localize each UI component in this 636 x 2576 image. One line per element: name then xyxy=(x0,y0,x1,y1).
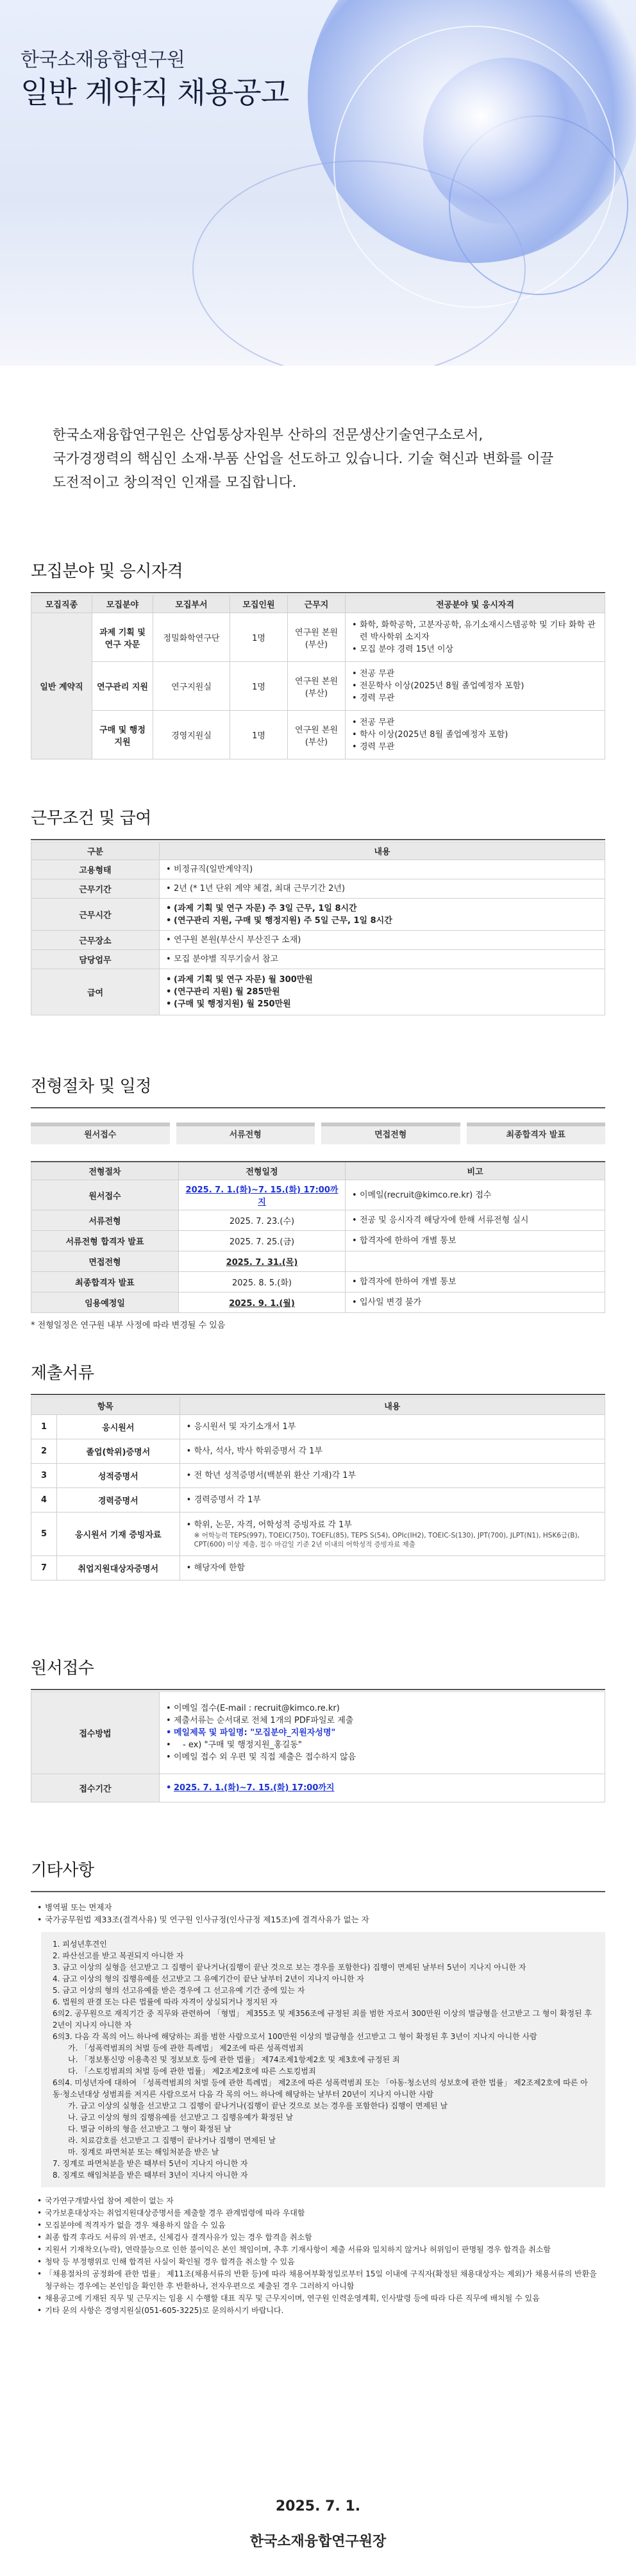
place-cell: 연구원 본원 (부산) xyxy=(288,613,346,662)
column-header: 모집인원 xyxy=(230,595,288,613)
table-row xyxy=(31,1231,605,1251)
section-divider xyxy=(31,1891,605,1892)
content-item: • (구매 및 행정지원) 월 250만원 xyxy=(163,998,601,1010)
column-header: 전형절차 xyxy=(31,1162,179,1180)
row-label: 접수방법 xyxy=(31,1692,160,1774)
doc-name: 응시원서 기재 증빙자료 xyxy=(57,1513,180,1556)
doc-number: 5 xyxy=(31,1513,57,1556)
step-bar xyxy=(321,1123,460,1126)
period-value: • 2025. 7. 1.(화)~7. 15.(화) 17:00까지 xyxy=(163,1782,601,1794)
section-title: 원서접수 xyxy=(31,1659,94,1678)
table-row xyxy=(31,1415,605,1439)
row-content xyxy=(160,860,605,879)
job-type-cell: 일반 계약직 xyxy=(31,613,92,759)
box-line: 6의4. 미성년자에 대하여 「성폭력범죄의 처벌 등에 관한 특례법」 제2조에 따른 성폭력범죄 또는 「아동·청소년의 성보호에 관한 법률」 제2조제2호에 따른 아동·청소년대상 성범죄를 저지른 사람으로서 다음 각 목의 어느 하나에 해당하는 날부터 20년이 지나지 아니한 사람 xyxy=(53,2078,588,2099)
etc-item: • 국가보훈대상자는 취업지원대상증명서를 제출할 경우 관계법령에 따라 우대함 xyxy=(35,2207,605,2219)
step-label: 최종합격자 발표 xyxy=(506,1130,565,1140)
doc-number: 7 xyxy=(31,1556,57,1580)
note-item: • 합격자에 한하여 개별 통보 xyxy=(349,1235,601,1247)
box-line: 1. 피성년후견인 xyxy=(53,1940,107,1949)
count-cell: 1명 xyxy=(230,613,288,662)
intro-line: 도전적이고 창의적인 인재를 모집합니다. xyxy=(53,475,297,491)
box-line: 6. 법원의 판결 또는 다른 법률에 따라 자격이 상실되거나 정지된 자 xyxy=(53,1997,278,2006)
doc-name: 경력증명서 xyxy=(57,1488,180,1513)
qual-cell xyxy=(346,711,605,759)
row-label: 고용형태 xyxy=(31,860,160,879)
qual-item: • 전공 무관 xyxy=(349,716,601,729)
step-bar xyxy=(31,1123,170,1126)
row-content xyxy=(160,969,605,1015)
process-step xyxy=(321,1123,460,1144)
intro-line: 국가경쟁력의 핵심인 소재·부품 산업을 선도하고 있습니다. 기술 혁신과 변화를 이끌 xyxy=(53,451,554,467)
doc-content xyxy=(180,1513,605,1556)
section-divider xyxy=(31,839,605,840)
step-label: 서류전형 xyxy=(229,1130,262,1140)
doc-content xyxy=(180,1464,605,1488)
dept-cell: 경영지원실 xyxy=(153,711,230,759)
qual-item: • 전공 무관 xyxy=(349,668,601,680)
docs-section xyxy=(31,1360,605,1580)
recruit-section xyxy=(31,558,605,759)
doc-number: 3 xyxy=(31,1464,57,1488)
section-divider xyxy=(31,1689,605,1690)
table-row xyxy=(31,899,605,931)
row-label: 근무기간 xyxy=(31,879,160,899)
box-line: 8. 징계로 해임처분을 받은 때부터 3년이 지나지 아니한 자 xyxy=(53,2171,248,2180)
etc-item: • 청탁 등 부정행위로 인해 합격된 사실이 확인될 경우 합격을 취소할 수 있음 xyxy=(35,2256,605,2268)
qual-item: • 전문학사 이상(2025년 8월 졸업예정자 포함) xyxy=(349,680,601,692)
doc-note: ※ 어학능력 TEPS(997), TOEIC(750), TOEFL(85), TEPS S(54), OPIc(IH2), TOEIC-S(130), JPT(700), JLPT(N1), HSK6급(B), CPT(600) 이상 제출, 접수 마감일 기준 2년 이내의 어학성적 증빙자료 제출 xyxy=(194,1532,580,1548)
table-row xyxy=(31,1251,605,1272)
content-item: • 연구원 본원(부산시 부산진구 소재) xyxy=(163,934,601,946)
column-header: 항목 xyxy=(31,1397,180,1415)
process-steps xyxy=(31,1123,605,1144)
intro-text xyxy=(0,366,636,495)
note-cell xyxy=(346,1292,605,1313)
box-line: 5. 금고 이상의 형의 선고유예를 받은 경우에 그 선고유예 기간 중에 있는 자 xyxy=(53,1986,305,1995)
doc-content xyxy=(180,1415,605,1439)
table-row xyxy=(31,860,605,879)
table-row xyxy=(31,1272,605,1292)
method-example: • - ex) "구매 및 행정지원_홍길동" xyxy=(163,1739,601,1751)
note-cell xyxy=(346,1272,605,1292)
note-cell xyxy=(346,1231,605,1251)
content-item: • (연구관리 지원) 월 285만원 xyxy=(163,986,601,998)
method-content xyxy=(160,1692,605,1774)
table-row xyxy=(31,1692,605,1774)
etc-section xyxy=(31,1857,605,2317)
process-step xyxy=(467,1123,606,1144)
note-cell xyxy=(346,1180,605,1210)
column-header: 모집분야 xyxy=(92,595,153,613)
schedule-table xyxy=(31,1161,605,1313)
doc-name: 취업지원대상자증명서 xyxy=(57,1556,180,1580)
table-row xyxy=(31,1180,605,1210)
row-content xyxy=(160,931,605,950)
table-row xyxy=(31,1292,605,1313)
box-line: 나. 금고 이상의 형의 집행유예를 선고받고 그 집행유예가 확정된 날 xyxy=(68,2113,294,2122)
table-row xyxy=(31,1439,605,1464)
etc-top-list xyxy=(31,1901,605,1926)
table-row xyxy=(31,1774,605,1802)
content-item: • (연구관리 지원, 구매 및 행정지원) 주 5일 근무, 1일 8시간 xyxy=(163,915,601,927)
etc-bottom-list xyxy=(31,2195,605,2317)
date-cell: 2025. 7. 31.(목) xyxy=(179,1251,346,1272)
content-item: • 모집 분야별 직무기술서 참고 xyxy=(163,953,601,965)
section-title: 근무조건 및 급여 xyxy=(31,809,151,828)
doc-item: • 해당자에 한함 xyxy=(184,1562,601,1574)
stage-cell: 최종합격자 발표 xyxy=(31,1272,179,1292)
place-cell: 연구원 본원 (부산) xyxy=(288,711,346,759)
content-item: • 비정규직(일반계약직) xyxy=(163,863,601,876)
qual-item: • 모집 분야 경력 15년 이상 xyxy=(349,643,601,656)
stage-cell: 면접전형 xyxy=(31,1251,179,1272)
column-header: 모집부서 xyxy=(153,595,230,613)
doc-content xyxy=(180,1488,605,1513)
note-cell xyxy=(346,1210,605,1231)
table-row xyxy=(31,879,605,899)
qual-cell xyxy=(346,613,605,662)
dept-cell: 연구지원실 xyxy=(153,662,230,711)
box-line: 3. 금고 이상의 실형을 선고받고 그 집행이 끝나거나(집행이 끝난 것으로 보는 경우를 포함한다) 집행이 면제된 날부터 5년이 지나지 아니한 자 xyxy=(53,1963,526,1972)
hero-sphere-graphic xyxy=(423,58,590,225)
doc-item: • 전 학년 성적증명서(백분위 환산 기재)각 1부 xyxy=(184,1470,601,1482)
etc-item: • 국가공무원법 제33조(결격사유) 및 연구원 인사규정(인사규정 제15조)에 결격사유가 없는 자 xyxy=(35,1913,605,1926)
column-header: 구분 xyxy=(31,842,160,860)
column-header: 내용 xyxy=(160,842,605,860)
method-item: • 이메일 접수(E-mail : recruit@kimco.re.kr) xyxy=(163,1702,601,1715)
doc-name: 응시원서 xyxy=(57,1415,180,1439)
table-row xyxy=(31,1488,605,1513)
stage-cell: 임용예정일 xyxy=(31,1292,179,1313)
step-label: 원서접수 xyxy=(84,1130,117,1140)
table-row xyxy=(31,1210,605,1231)
method-item: • 제출서류는 순서대로 전체 1개의 PDF파일로 제출 xyxy=(163,1715,601,1727)
table-row xyxy=(31,1556,605,1580)
apply-table xyxy=(31,1691,605,1802)
column-header: 비고 xyxy=(346,1162,605,1180)
count-cell: 1명 xyxy=(230,711,288,759)
date-cell: 2025. 7. 23.(수) xyxy=(179,1210,346,1231)
doc-item: • 경력증명서 각 1부 xyxy=(184,1494,601,1506)
etc-item: • 최종 합격 후라도 서류의 위·변조, 신체검사 결격사유가 있는 경우 합격을 취소함 xyxy=(35,2232,605,2244)
hero-title: 일반 계약직 채용공고 xyxy=(21,75,289,110)
row-content xyxy=(160,950,605,969)
doc-item: • 학위, 논문, 자격, 어학성적 증빙자료 각 1부 xyxy=(184,1519,601,1531)
table-row xyxy=(31,950,605,969)
qual-item: • 학사 이상(2025년 8월 졸업예정자 포함) xyxy=(349,729,601,741)
section-divider xyxy=(31,1107,605,1108)
etc-item: • 병역필 또는 면제자 xyxy=(35,1901,605,1913)
method-item: • 메일제목 및 파일명: "모집분야_지원자성명" xyxy=(163,1727,601,1739)
content-item: • (과제 기획 및 연구 자문) 월 300만원 xyxy=(163,974,601,986)
table-row xyxy=(31,1513,605,1556)
table-row xyxy=(31,969,605,1015)
process-section xyxy=(31,1073,605,1330)
stage-cell: 서류전형 xyxy=(31,1210,179,1231)
table-row xyxy=(31,1464,605,1488)
step-label: 면접전형 xyxy=(374,1130,407,1140)
hero-banner xyxy=(0,0,636,366)
section-title: 기타사항 xyxy=(31,1861,94,1880)
box-line: 나. 「정보통신망 이용촉진 및 정보보호 등에 관한 법률」 제74조제1항제2호 및 제3호에 규정된 죄 xyxy=(68,2055,400,2064)
row-label: 급여 xyxy=(31,969,160,1015)
dept-cell: 정밀화학연구단 xyxy=(153,613,230,662)
qual-item: • 경력 무관 xyxy=(349,741,601,753)
doc-number: 1 xyxy=(31,1415,57,1439)
box-line: 6의3. 다음 각 목의 어느 하나에 해당하는 죄를 범한 사람으로서 100만원 이상의 벌금형을 선고받고 그 형이 확정된 후 3년이 지나지 아니한 사람 xyxy=(53,2032,537,2041)
note-item: • 합격자에 한하여 개별 통보 xyxy=(349,1276,601,1288)
apply-section xyxy=(31,1655,605,1802)
process-step xyxy=(176,1123,315,1144)
box-line: 6의2. 공무원으로 재직기간 중 직무와 관련하여 「형법」 제355조 및 제356조에 규정된 죄를 범한 자로서 300만원 이상의 벌금형을 선고받고 그 형이 확정된 후 2년이 지나지 아니한 자 xyxy=(53,2009,592,2029)
date-cell: 2025. 9. 1.(월) xyxy=(179,1292,346,1313)
process-step xyxy=(31,1123,170,1144)
footer-date: 2025. 7. 1. xyxy=(275,2498,361,2514)
stage-cell: 서류전형 합격자 발표 xyxy=(31,1231,179,1251)
stage-cell: 원서접수 xyxy=(31,1180,179,1210)
conditions-section xyxy=(31,805,605,1015)
box-line: 다. 「스토킹범죄의 처벌 등에 관한 법률」 제2조제2호에 따른 스토킹범죄 xyxy=(68,2067,316,2076)
date-cell: 2025. 7. 1.(화)~7. 15.(화) 17:00까지 xyxy=(179,1180,346,1210)
box-line: 마. 징계로 파면처분 또는 해임처분을 받은 날 xyxy=(68,2148,219,2157)
date-cell: 2025. 8. 5.(화) xyxy=(179,1272,346,1292)
section-divider xyxy=(31,1394,605,1395)
qual-item: • 경력 무관 xyxy=(349,692,601,704)
content-item: • (과제 기획 및 연구 자문) 주 3일 근무, 1일 8시간 xyxy=(163,902,601,915)
table-row xyxy=(31,931,605,950)
place-cell: 연구원 본원 (부산) xyxy=(288,662,346,711)
docs-table xyxy=(31,1396,605,1580)
row-label: 근무장소 xyxy=(31,931,160,950)
etc-item: • 기타 문의 사항은 경영지원실(051-605-3225)로 문의하시기 바랍니다. xyxy=(35,2305,605,2317)
table-row xyxy=(31,711,605,759)
box-line: 2. 파산선고를 받고 복권되지 아니한 자 xyxy=(53,1951,184,1960)
method-item: • 이메일 접수 외 우편 및 직접 제출은 접수하지 않음 xyxy=(163,1751,601,1763)
etc-item: • 모집분야에 적격자가 없을 경우 채용하지 않을 수 있음 xyxy=(35,2219,605,2232)
section-divider xyxy=(31,592,605,593)
note-item: • 이메일(recruit@kimco.re.kr) 접수 xyxy=(349,1189,601,1201)
table-row xyxy=(31,613,605,662)
period-content xyxy=(160,1774,605,1802)
field-cell: 과제 기획 및 연구 자문 xyxy=(92,613,153,662)
doc-content xyxy=(180,1439,605,1464)
section-title: 제출서류 xyxy=(31,1364,94,1383)
row-label: 근무시간 xyxy=(31,899,160,931)
step-bar xyxy=(176,1123,315,1126)
note-cell xyxy=(346,1251,605,1272)
note-item: • 입사일 변경 불가 xyxy=(349,1296,601,1309)
count-cell: 1명 xyxy=(230,662,288,711)
schedule-footnote: * 전형일정은 연구원 내부 사정에 따라 변경될 수 있음 xyxy=(31,1321,226,1330)
column-header: 전형일정 xyxy=(179,1162,346,1180)
doc-number: 4 xyxy=(31,1488,57,1513)
conditions-table xyxy=(31,842,605,1015)
doc-item: • 응시원서 및 자기소개서 1부 xyxy=(184,1421,601,1433)
etc-item: • 지원서 기재착오(누락), 연락불능으로 인한 불이익은 본인 책임이며, 추후 기재사항이 제출 서류와 일치하지 않거나 허위임이 판명될 경우 합격을 취소함 xyxy=(35,2244,605,2256)
doc-name: 성적증명서 xyxy=(57,1464,180,1488)
doc-number: 2 xyxy=(31,1439,57,1464)
disqualification-box xyxy=(41,1932,605,2187)
box-line: 4. 금고 이상의 형의 집행유예를 선고받고 그 유예기간이 끝난 날부터 2년이 지나지 아니한 자 xyxy=(53,1974,364,1983)
etc-item: • 채용공고에 기재된 직무 및 근무지는 임용 시 수행할 대표 직무 및 근무지이며, 연구원 인력운영계획, 인사발령 등에 따라 다른 직무에 배치될 수 있음 xyxy=(35,2292,605,2305)
section-title: 모집분야 및 응시자격 xyxy=(31,562,183,581)
hero-org-name: 한국소재융합연구원 xyxy=(21,49,185,71)
field-cell: 구매 및 행정지원 xyxy=(92,711,153,759)
column-header: 모집직종 xyxy=(31,595,92,613)
step-bar xyxy=(467,1123,606,1126)
box-line: 가. 금고 이상의 실형을 선고받고 그 집행이 끝나거나(집행이 끝난 것으로 보는 경우를 포함한다) 집행이 면제된 날 xyxy=(68,2101,448,2110)
box-line: 가. 「성폭력범죄의 처벌 등에 관한 특례법」 제2조에 따른 성폭력범죄 xyxy=(68,2044,304,2053)
row-content xyxy=(160,899,605,931)
date-cell: 2025. 7. 25.(금) xyxy=(179,1231,346,1251)
etc-item: • 「채용절차의 공정화에 관한 법률」 제11조(채용서류의 반환 등)에 따라 채용여부확정일로부터 15일 이내에 구직자(확정된 채용대상자는 제외)가 채용서류의 반환을 청구하는 경우에는 본인임을 확인한 후 반환하나, 전자우편으로 제출된 경우 그러하지 아니함 xyxy=(35,2268,605,2292)
column-header: 근무지 xyxy=(288,595,346,613)
row-label: 담당업무 xyxy=(31,950,160,969)
qual-item: • 화학, 화학공학, 고분자공학, 유기소재시스템공학 및 기타 화학 관련 박사학위 소지자 xyxy=(349,619,601,643)
box-line: 7. 징계로 파면처분을 받은 때부터 5년이 지나지 아니한 자 xyxy=(53,2159,248,2168)
footer-signer: 한국소재융합연구원장 xyxy=(249,2534,387,2550)
intro-line: 한국소재융합연구원은 산업통상자원부 산하의 전문생산기술연구소로서, xyxy=(53,427,483,443)
etc-item: • 국가연구개발사업 참여 제한이 없는 자 xyxy=(35,2195,605,2207)
box-line: 다. 벌금 이하의 형을 선고받고 그 형이 확정된 날 xyxy=(68,2124,231,2133)
field-cell: 연구관리 지원 xyxy=(92,662,153,711)
doc-content xyxy=(180,1556,605,1580)
section-title: 전형절차 및 일정 xyxy=(31,1077,151,1096)
recruit-table xyxy=(31,595,605,759)
table-row xyxy=(31,662,605,711)
note-item: • 전공 및 응시자격 해당자에 한해 서류전형 실시 xyxy=(349,1214,601,1226)
box-line: 라. 치료감호를 선고받고 그 집행이 끝나거나 집행이 면제된 날 xyxy=(68,2136,276,2145)
column-header: 전공분야 및 응시자격 xyxy=(346,595,605,613)
doc-name: 졸업(학위)증명서 xyxy=(57,1439,180,1464)
qual-cell xyxy=(346,662,605,711)
row-label: 접수기간 xyxy=(31,1774,160,1802)
column-header: 내용 xyxy=(180,1397,605,1415)
row-content xyxy=(160,879,605,899)
content-item: • 2년 (* 1년 단위 계약 체결, 최대 근무기간 2년) xyxy=(163,883,601,895)
doc-item: • 학사, 석사, 박사 학위증명서 각 1부 xyxy=(184,1445,601,1457)
